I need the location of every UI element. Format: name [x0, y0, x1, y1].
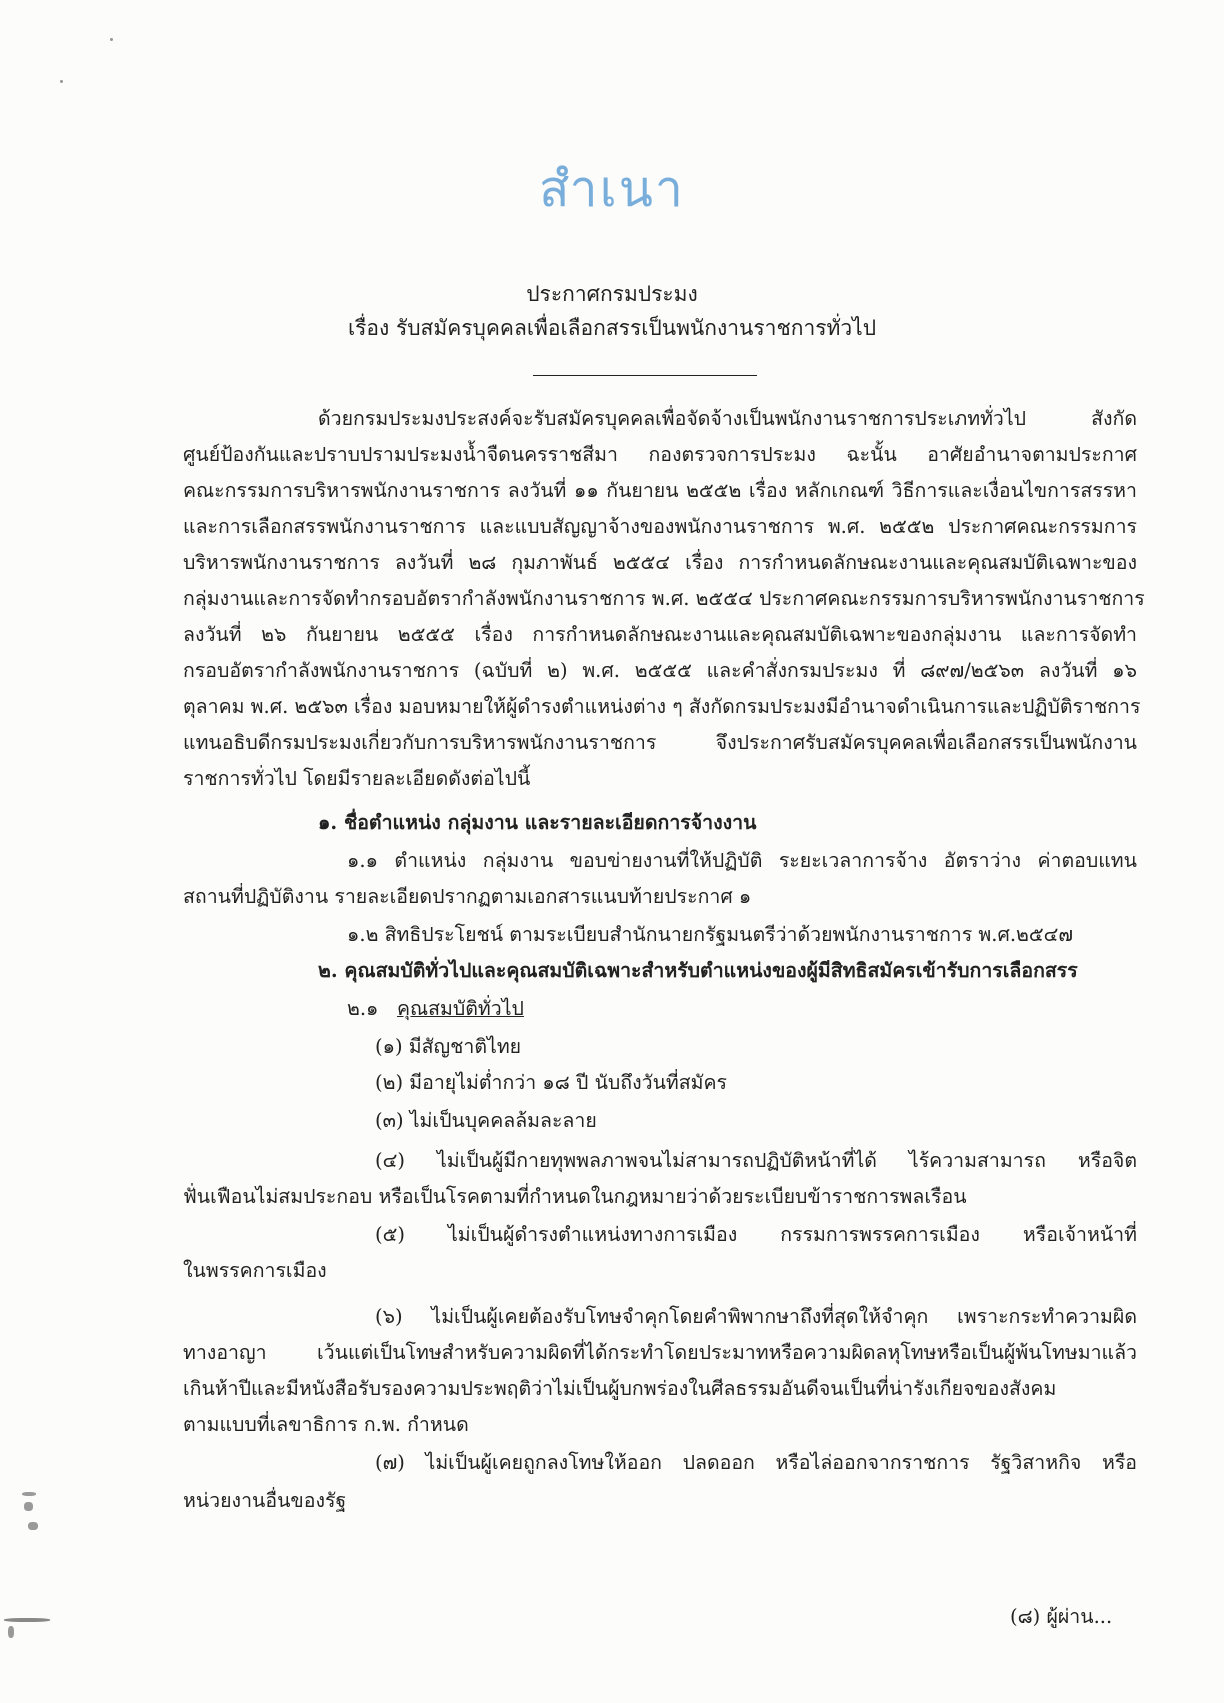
paragraph-line: เกินห้าปีและมีหนังสือรับรองความประพฤติว่าไม่เป็นผู้บกพร่องในศีลธรรมอันดีจนเป็นที่น่ารังเกียจของสังคม	[183, 1377, 1057, 1400]
paragraph-line: คณะกรรมการบริหารพนักงานราชการ ลงวันที่ ๑๑ กันยายน ๒๕๕๒ เรื่อง หลักเกณฑ์ วิธีการและเงื่อนไขการสรรหา	[183, 479, 1137, 502]
paragraph-line: ตามแบบที่เลขาธิการ ก.พ. กำหนด	[183, 1413, 469, 1436]
paragraph-line: และการเลือกสรรพนักงานราชการ และแบบสัญญาจ้างของพนักงานราชการ พ.ศ. ๒๕๕๒ ประกาศคณะกรรมการ	[183, 515, 1137, 538]
announcement-title: ประกาศกรมประมง	[526, 282, 698, 306]
list-item: (๑) มีสัญชาติไทย	[375, 1035, 522, 1058]
list-item: (๓) ไม่เป็นบุคคลล้มละลาย	[375, 1109, 597, 1132]
copy-stamp: สำเนา	[539, 160, 685, 218]
title-divider	[533, 375, 757, 376]
paragraph-line: ในพรรคการเมือง	[183, 1259, 327, 1282]
paragraph-line: ๑.๑ ตำแหน่ง กลุ่มงาน ขอบข่ายงานที่ให้ปฏิบัติ ระยะเวลาการจ้าง อัตราว่าง ค่าตอบแทน	[347, 849, 1137, 872]
paragraph-line: กรอบอัตรากำลังพนักงานราชการ (ฉบับที่ ๒) พ.ศ. ๒๕๕๕ และคำสั่งกรมประมง ที่ ๘๙๗/๒๕๖๓ ลงวันที่ ๑๖	[183, 659, 1137, 682]
scan-speck	[110, 38, 113, 41]
paragraph-line: แทนอธิบดีกรมประมงเกี่ยวกับการบริหารพนักงานราชการ จึงประกาศรับสมัครบุคคลเพื่อเลือกสรรเป็นพนักงาน	[183, 731, 1137, 754]
scan-speck	[60, 80, 63, 83]
section-heading: ๒. คุณสมบัติทั่วไปและคุณสมบัติเฉพาะสำหรับตำแหน่งของผู้มีสิทธิสมัครเข้ารับการเลือกสรร	[318, 959, 1078, 982]
paragraph-line: ศูนย์ป้องกันและปราบปรามประมงน้ำจืดนครราชสีมา กองตรวจการประมง ฉะนั้น อาศัยอำนาจตามประกาศ	[183, 443, 1137, 466]
list-item: (๒) มีอายุไม่ต่ำกว่า ๑๘ ปี นับถึงวันที่สมัคร	[375, 1071, 728, 1094]
section-heading: ๑. ชื่อตำแหน่ง กลุ่มงาน และรายละเอียดการจ้างงาน	[318, 811, 757, 834]
list-item: (๗) ไม่เป็นผู้เคยถูกลงโทษให้ออก ปลดออก หรือไล่ออกจากราชการ รัฐวิสาหกิจ หรือ	[375, 1451, 1137, 1474]
subsection-number: ๒.๑	[347, 997, 379, 1020]
paragraph-line: ฟั่นเฟือนไม่สมประกอบ หรือเป็นโรคตามที่กำหนดในกฎหมายว่าด้วยระเบียบข้าราชการพลเรือน	[183, 1185, 967, 1208]
paragraph-line: กลุ่มงานและการจัดทำกรอบอัตรากำลังพนักงานราชการ พ.ศ. ๒๕๕๔ ประกาศคณะกรรมการบริหารพนักงานราชการ	[183, 587, 1145, 610]
paragraph-line: ราชการทั่วไป โดยมีรายละเอียดดังต่อไปนี้	[183, 767, 531, 790]
list-item: (๕) ไม่เป็นผู้ดำรงตำแหน่งทางการเมือง กรรมการพรรคการเมือง หรือเจ้าหน้าที่	[375, 1223, 1137, 1246]
paragraph-line: ตุลาคม พ.ศ. ๒๕๖๓ เรื่อง มอบหมายให้ผู้ดำรงตำแหน่งต่าง ๆ สังกัดกรมประมงมีอำนาจดำเนินการและปฏิบัติราชการ	[183, 695, 1141, 718]
subsection-title: คุณสมบัติทั่วไป	[397, 997, 524, 1020]
paragraph-line: ลงวันที่ ๒๖ กันยายน ๒๕๕๕ เรื่อง การกำหนดลักษณะงานและคุณสมบัติเฉพาะของกลุ่มงาน และการจัดทำ	[183, 623, 1137, 646]
scan-speck	[28, 1522, 38, 1530]
announcement-subject: เรื่อง รับสมัครบุคคลเพื่อเลือกสรรเป็นพนักงานราชการทั่วไป	[347, 316, 877, 340]
scan-speck	[4, 1618, 50, 1622]
list-item: (๔) ไม่เป็นผู้มีกายทุพพลภาพจนไม่สามารถปฏิบัติหน้าที่ได้ ไร้ความสามารถ หรือจิต	[375, 1149, 1137, 1172]
list-item: (๖) ไม่เป็นผู้เคยต้องรับโทษจำคุกโดยคำพิพากษาถึงที่สุดให้จำคุก เพราะกระทำความผิด	[375, 1305, 1137, 1328]
paragraph-line: บริหารพนักงานราชการ ลงวันที่ ๒๘ กุมภาพันธ์ ๒๕๕๔ เรื่อง การกำหนดลักษณะงานและคุณสมบัติเฉพาะของ	[183, 551, 1137, 574]
paragraph-line: ด้วยกรมประมงประสงค์จะรับสมัครบุคคลเพื่อจัดจ้างเป็นพนักงานราชการประเภททั่วไป สังกัด	[318, 407, 1137, 430]
page-continuation: (๘) ผู้ผ่าน...	[1010, 1605, 1113, 1628]
paragraph-line: ทางอาญา เว้นแต่เป็นโทษสำหรับความผิดที่ได้กระทำโดยประมาทหรือความผิดลหุโทษหรือเป็นผู้พ้นโทษมาแล้ว	[183, 1341, 1137, 1364]
paragraph-line: สถานที่ปฏิบัติงาน รายละเอียดปรากฏตามเอกสารแนบท้ายประกาศ ๑	[183, 885, 752, 908]
paragraph-line: หน่วยงานอื่นของรัฐ	[183, 1489, 347, 1512]
paragraph-line: ๑.๒ สิทธิประโยชน์ ตามระเบียบสำนักนายกรัฐมนตรีว่าด้วยพนักงานราชการ พ.ศ.๒๕๔๗	[347, 923, 1074, 946]
scan-speck	[8, 1626, 14, 1638]
scan-speck	[22, 1492, 36, 1496]
scan-speck	[24, 1502, 33, 1511]
